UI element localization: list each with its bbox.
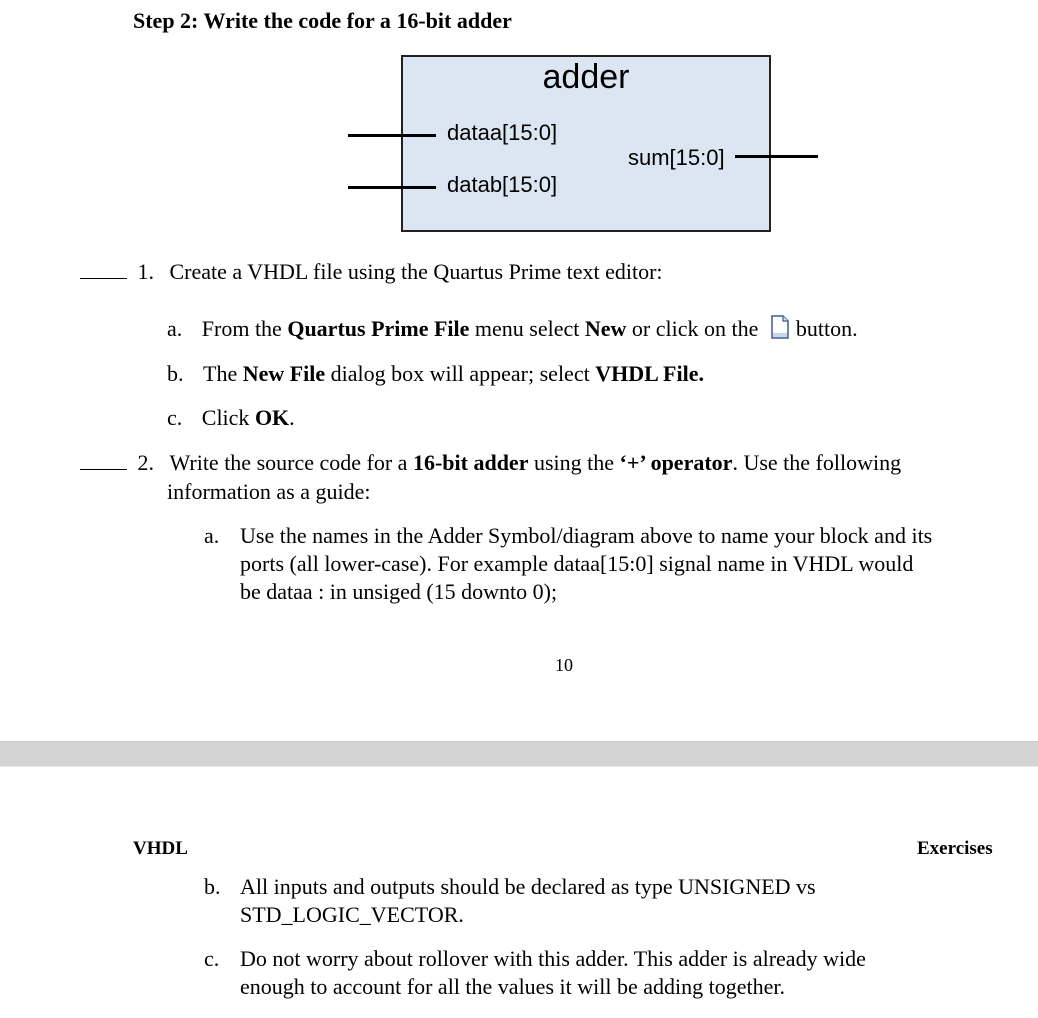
- sub-a-text: menu select: [469, 316, 585, 341]
- sub-a-text: or click on the: [626, 316, 759, 341]
- item2-text: . Use the following: [732, 450, 902, 475]
- sub-c-letter: c.: [204, 946, 220, 971]
- item1-sub-c: [167, 404, 295, 432]
- item2-sub-a-line3: be dataa : in unsiged (15 downto 0);: [240, 579, 558, 604]
- item2-text: using the: [528, 450, 620, 475]
- page-separator: [0, 741, 1038, 767]
- page-number: 10: [555, 655, 573, 675]
- item1-number: 1.: [137, 259, 154, 284]
- sub-c-letter: c.: [167, 405, 183, 430]
- sub-c-bold: OK: [254, 405, 290, 430]
- item2-number: 2.: [137, 450, 154, 475]
- item2-line2: information as a guide:: [167, 479, 371, 504]
- sub-b-line2: STD_LOGIC_VECTOR.: [240, 902, 464, 927]
- item1-text: Create a VHDL file using the Quartus Prime text editor:: [169, 259, 663, 284]
- item2-line: [80, 449, 901, 477]
- sub-b-bold: New File: [242, 361, 326, 386]
- running-header-right: Exercises: [917, 838, 993, 859]
- datab-wire: [348, 186, 436, 189]
- sub-b-bold: VHDL File.: [595, 361, 704, 386]
- checkbox-blank[interactable]: [80, 278, 127, 279]
- step-heading: Step 2: Write the code for a 16-bit adder: [133, 8, 512, 33]
- sub-a-text: button.: [795, 316, 858, 341]
- item2-sub-a-line1: Use the names in the Adder Symbol/diagram above to name your block and its: [240, 523, 933, 548]
- checkbox-blank[interactable]: [80, 469, 127, 470]
- item2-sub-a-letter: a.: [204, 523, 220, 548]
- sub-a-bold: New: [584, 316, 627, 341]
- new-file-icon[interactable]: [770, 315, 790, 339]
- sub-c-text: Click: [201, 405, 255, 430]
- item2-bold: 16-bit adder: [412, 450, 529, 475]
- sub-c-line2: enough to account for all the values it will be adding together.: [240, 974, 785, 999]
- item2-bold: ‘+’ operator: [619, 450, 733, 475]
- item2-text: Write the source code for a: [169, 450, 413, 475]
- sum-port-label: sum[15:0]: [628, 145, 725, 170]
- sub-b-text: The: [203, 361, 243, 386]
- sub-c-text: .: [289, 405, 295, 430]
- sub-a-text: From the: [201, 316, 288, 341]
- adder-block-diagram: [345, 52, 820, 238]
- sub-b-letter: b.: [167, 361, 184, 386]
- sub-a-bold: Quartus Prime File: [287, 316, 470, 341]
- item1-line: [80, 258, 663, 286]
- dataa-wire: [348, 134, 436, 137]
- dataa-port-label: dataa[15:0]: [447, 120, 558, 145]
- item1-sub-a: [167, 315, 858, 343]
- datab-port-label: datab[15:0]: [447, 172, 558, 197]
- sub-b-line1: All inputs and outputs should be declared as type UNSIGNED vs: [240, 874, 816, 899]
- item2-sub-a-line2: ports (all lower-case). For example dataa[15:0] signal name in VHDL would: [240, 551, 914, 576]
- item1-sub-b: [167, 360, 704, 388]
- sub-b-text: dialog box will appear; select: [325, 361, 596, 386]
- sub-b-letter: b.: [204, 874, 221, 899]
- sub-a-letter: a.: [167, 316, 183, 341]
- sub-c-line1: Do not worry about rollover with this adder. This adder is already wide: [240, 946, 866, 971]
- sum-wire: [735, 155, 818, 158]
- adder-block-name: adder: [542, 58, 630, 96]
- running-header-left: VHDL: [133, 838, 188, 859]
